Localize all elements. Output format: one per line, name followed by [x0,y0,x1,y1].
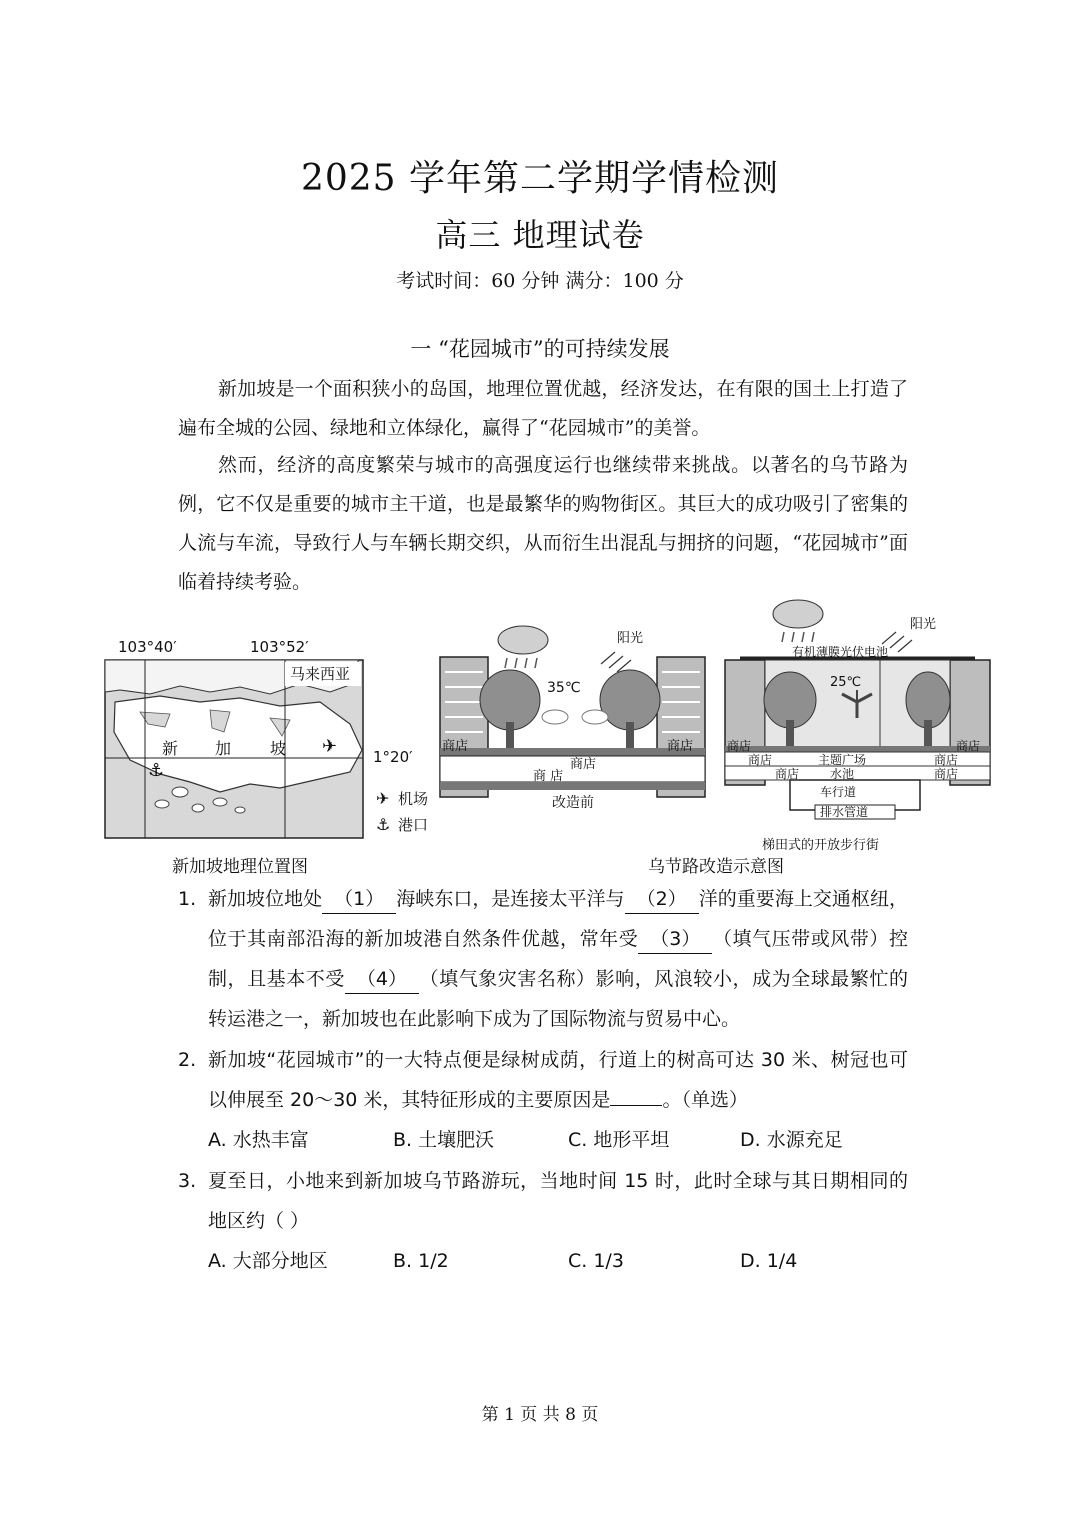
legend-airport-label: 机场 [398,790,429,808]
q2-answer-blank[interactable] [610,1081,662,1106]
lat-label: 1°20′ [373,748,413,766]
q2-options [208,1120,908,1160]
port-icon: ⚓ [148,760,165,781]
question-1-number: 1. [178,888,197,910]
after-diagram [720,590,995,830]
page-footer: 第 1 页 共 8 页 [481,1405,599,1425]
q2-option-c[interactable]: C. 地形平坦 [568,1129,670,1151]
drain-label: 排水管道 [820,805,869,819]
exam-info: 考试时间：60 分钟 满分：100 分 [396,270,684,292]
lon-label-right: 103°52′ [250,638,309,656]
before-caption: 改造前 [552,795,594,811]
intro-paragraph-1: 新加坡是一个面积狭小的岛国，地理位置优越，经济发达，在有限的国土上打造了遍布全城的公园、绿地和立体绿化，赢得了“花园城市”的美誉。 [178,378,908,439]
airport-icon: ✈ [322,736,338,757]
before-temp-label: 35℃ [547,680,581,696]
before-sun-label: 阳光 [617,631,644,646]
q1-text-c: 洋的重要海上交通枢纽，位于其南部沿海的新加坡港自然条件优越，常年受 [208,888,908,950]
sg-label-2: 加 [215,739,232,758]
page-subtitle: 高三 地理试卷 [435,216,645,254]
before-diagram [435,612,710,817]
map-caption: 新加坡地理位置图 [172,857,308,877]
legend-port-label: 港口 [398,816,429,834]
q2-text: 新加坡“花园城市”的一大特点便是绿树成荫，行道上的树高可达 30 米、树冠也可以伸展至 20～30 米，其特征形成的主要原因是 [208,1049,908,1111]
q2-text-end: 。（单选） [662,1089,748,1111]
q1-blank-2[interactable]: （2） [625,885,699,914]
after-shop-4: 商店 [934,753,959,767]
q1-blank-4[interactable]: （4） [345,965,419,994]
malaysia-label: 马来西亚 [290,665,351,683]
after-shop-3: 商店 [748,753,773,767]
question-2-number: 2. [178,1049,197,1071]
q3-options [208,1241,908,1281]
legend-airport-icon: ✈ [376,789,390,808]
q3-text: 夏至日，小地来到新加坡乌节路游玩，当地时间 15 时，此时全球与其日期相同的地区约（ ） [208,1170,908,1232]
question-3-number: 3. [178,1170,197,1192]
q1-text-a: 新加坡位地处 [208,888,323,910]
q3-option-c[interactable]: C. 1/3 [568,1250,624,1272]
plaza-label: 主题广场 [818,753,867,767]
q1-text-b: 海峡东口，是连接太平洋与 [396,888,625,910]
lon-label-left: 103°40′ [118,638,177,656]
after-temp-label: 25℃ [830,675,862,690]
q1-blank-1[interactable]: （1） [322,885,396,914]
road-label: 车行道 [820,785,857,799]
pool-label: 水池 [830,767,855,781]
q1-text-d: （填气压带或风带）控制，且基本不受 [208,928,908,990]
q2-option-d[interactable]: D. 水源充足 [740,1129,843,1151]
diagram-caption: 乌节路改造示意图 [648,857,784,877]
page-title: 2025 学年第二学期学情检测 [300,158,780,199]
q3-option-b[interactable]: B. 1/2 [393,1250,449,1272]
q3-option-a[interactable]: A. 大部分地区 [208,1250,328,1272]
after-shop-6: 商店 [934,767,959,781]
q3-option-d[interactable]: D. 1/4 [740,1250,798,1272]
intro-paragraph-2: 然而，经济的高度繁荣与城市的高强度运行也继续带来挑战。以著名的乌节路为例，它不仅是重要的城市主干道，也是最繁华的购物街区。其巨大的成功吸引了密集的人流与车流，导致行人与车辆长期交织，从而衍生出混乱与拥挤的问题，“花园城市”面临着持续考验。 [178,454,908,593]
singapore-map [100,632,445,842]
before-shop-right: 商店 [667,739,694,754]
legend-port-icon: ⚓ [376,815,391,834]
sg-label-1: 新 [162,739,179,758]
section-title: 一 “花园城市”的可持续发展 [410,337,670,361]
q1-text-e: （填气象灾害名称）影响，风浪较小，成为全球最繁忙的转运港之一，新加坡也在此影响下成为了国际物流与贸易中心。 [208,968,908,1030]
before-shop-lower: 商 店 [533,769,564,784]
question-1 [178,879,908,1039]
q2-option-b[interactable]: B. 土壤肥沃 [393,1129,495,1151]
after-sun-label: 阳光 [910,617,937,632]
q2-option-a[interactable]: A. 水热丰富 [208,1129,309,1151]
after-caption: 梯田式的开放步行街 [762,838,880,853]
solar-panel-label: 有机薄膜光伏电池 [792,645,889,659]
q1-blank-3[interactable]: （3） [638,925,712,954]
question-3 [178,1161,908,1281]
after-shop-1: 商店 [727,739,752,753]
after-shop-5: 商店 [775,767,800,781]
sg-label-3: 坡 [270,739,287,758]
question-2 [178,1040,908,1160]
before-shop-left: 商店 [442,739,469,754]
before-shop-upper: 商店 [570,757,597,772]
after-shop-2: 商店 [956,739,981,753]
